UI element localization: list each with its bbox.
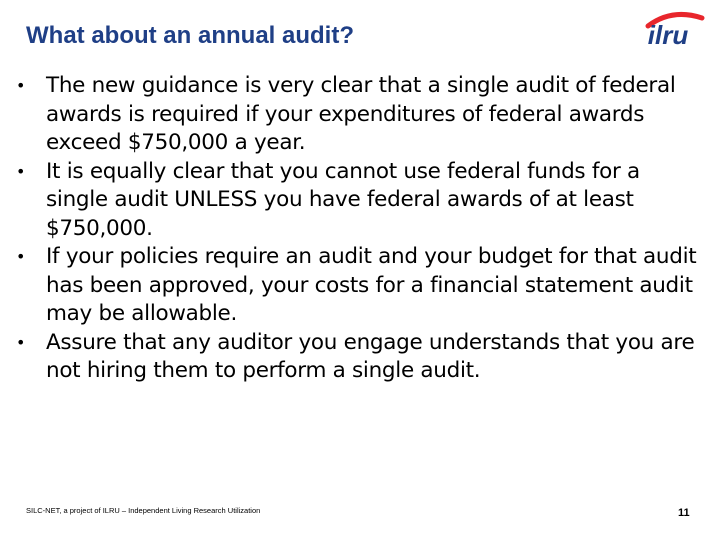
bullet-marker: • <box>16 76 26 95</box>
bullet-marker: • <box>16 161 26 181</box>
bullet-marker: • <box>16 332 26 352</box>
bullet-marker: • <box>16 247 26 266</box>
bullet-item <box>16 158 706 244</box>
bullet-list <box>16 72 706 386</box>
bullet-text: Assure that any auditor you engage understands that you are not hiring them to perform a single audit. <box>46 329 695 383</box>
bullet-text: If your policies require an audit and your budget for that audit has been approved, your costs for a financial statement audit may be allowable. <box>46 244 697 326</box>
footer-credit: SILC-NET, a project of ILRU – Independent Living Research Utilization <box>26 506 261 515</box>
bullet-item <box>16 329 706 386</box>
bullet-text: It is equally clear that you cannot use federal funds for a single audit UNLESS you have federal awards of at least $750,000. <box>46 158 640 241</box>
bullet-item <box>16 72 706 158</box>
bullet-text: The new guidance is very clear that a single audit of federal awards is required if your expenditures of federal awards exceed $750,000 a year. <box>46 73 676 155</box>
page-number: 11 <box>678 507 690 519</box>
bullet-item <box>16 243 706 329</box>
ilru-logo <box>626 6 716 50</box>
logo-text: ilru <box>647 20 689 50</box>
slide-title: What about an annual audit? <box>26 22 354 49</box>
